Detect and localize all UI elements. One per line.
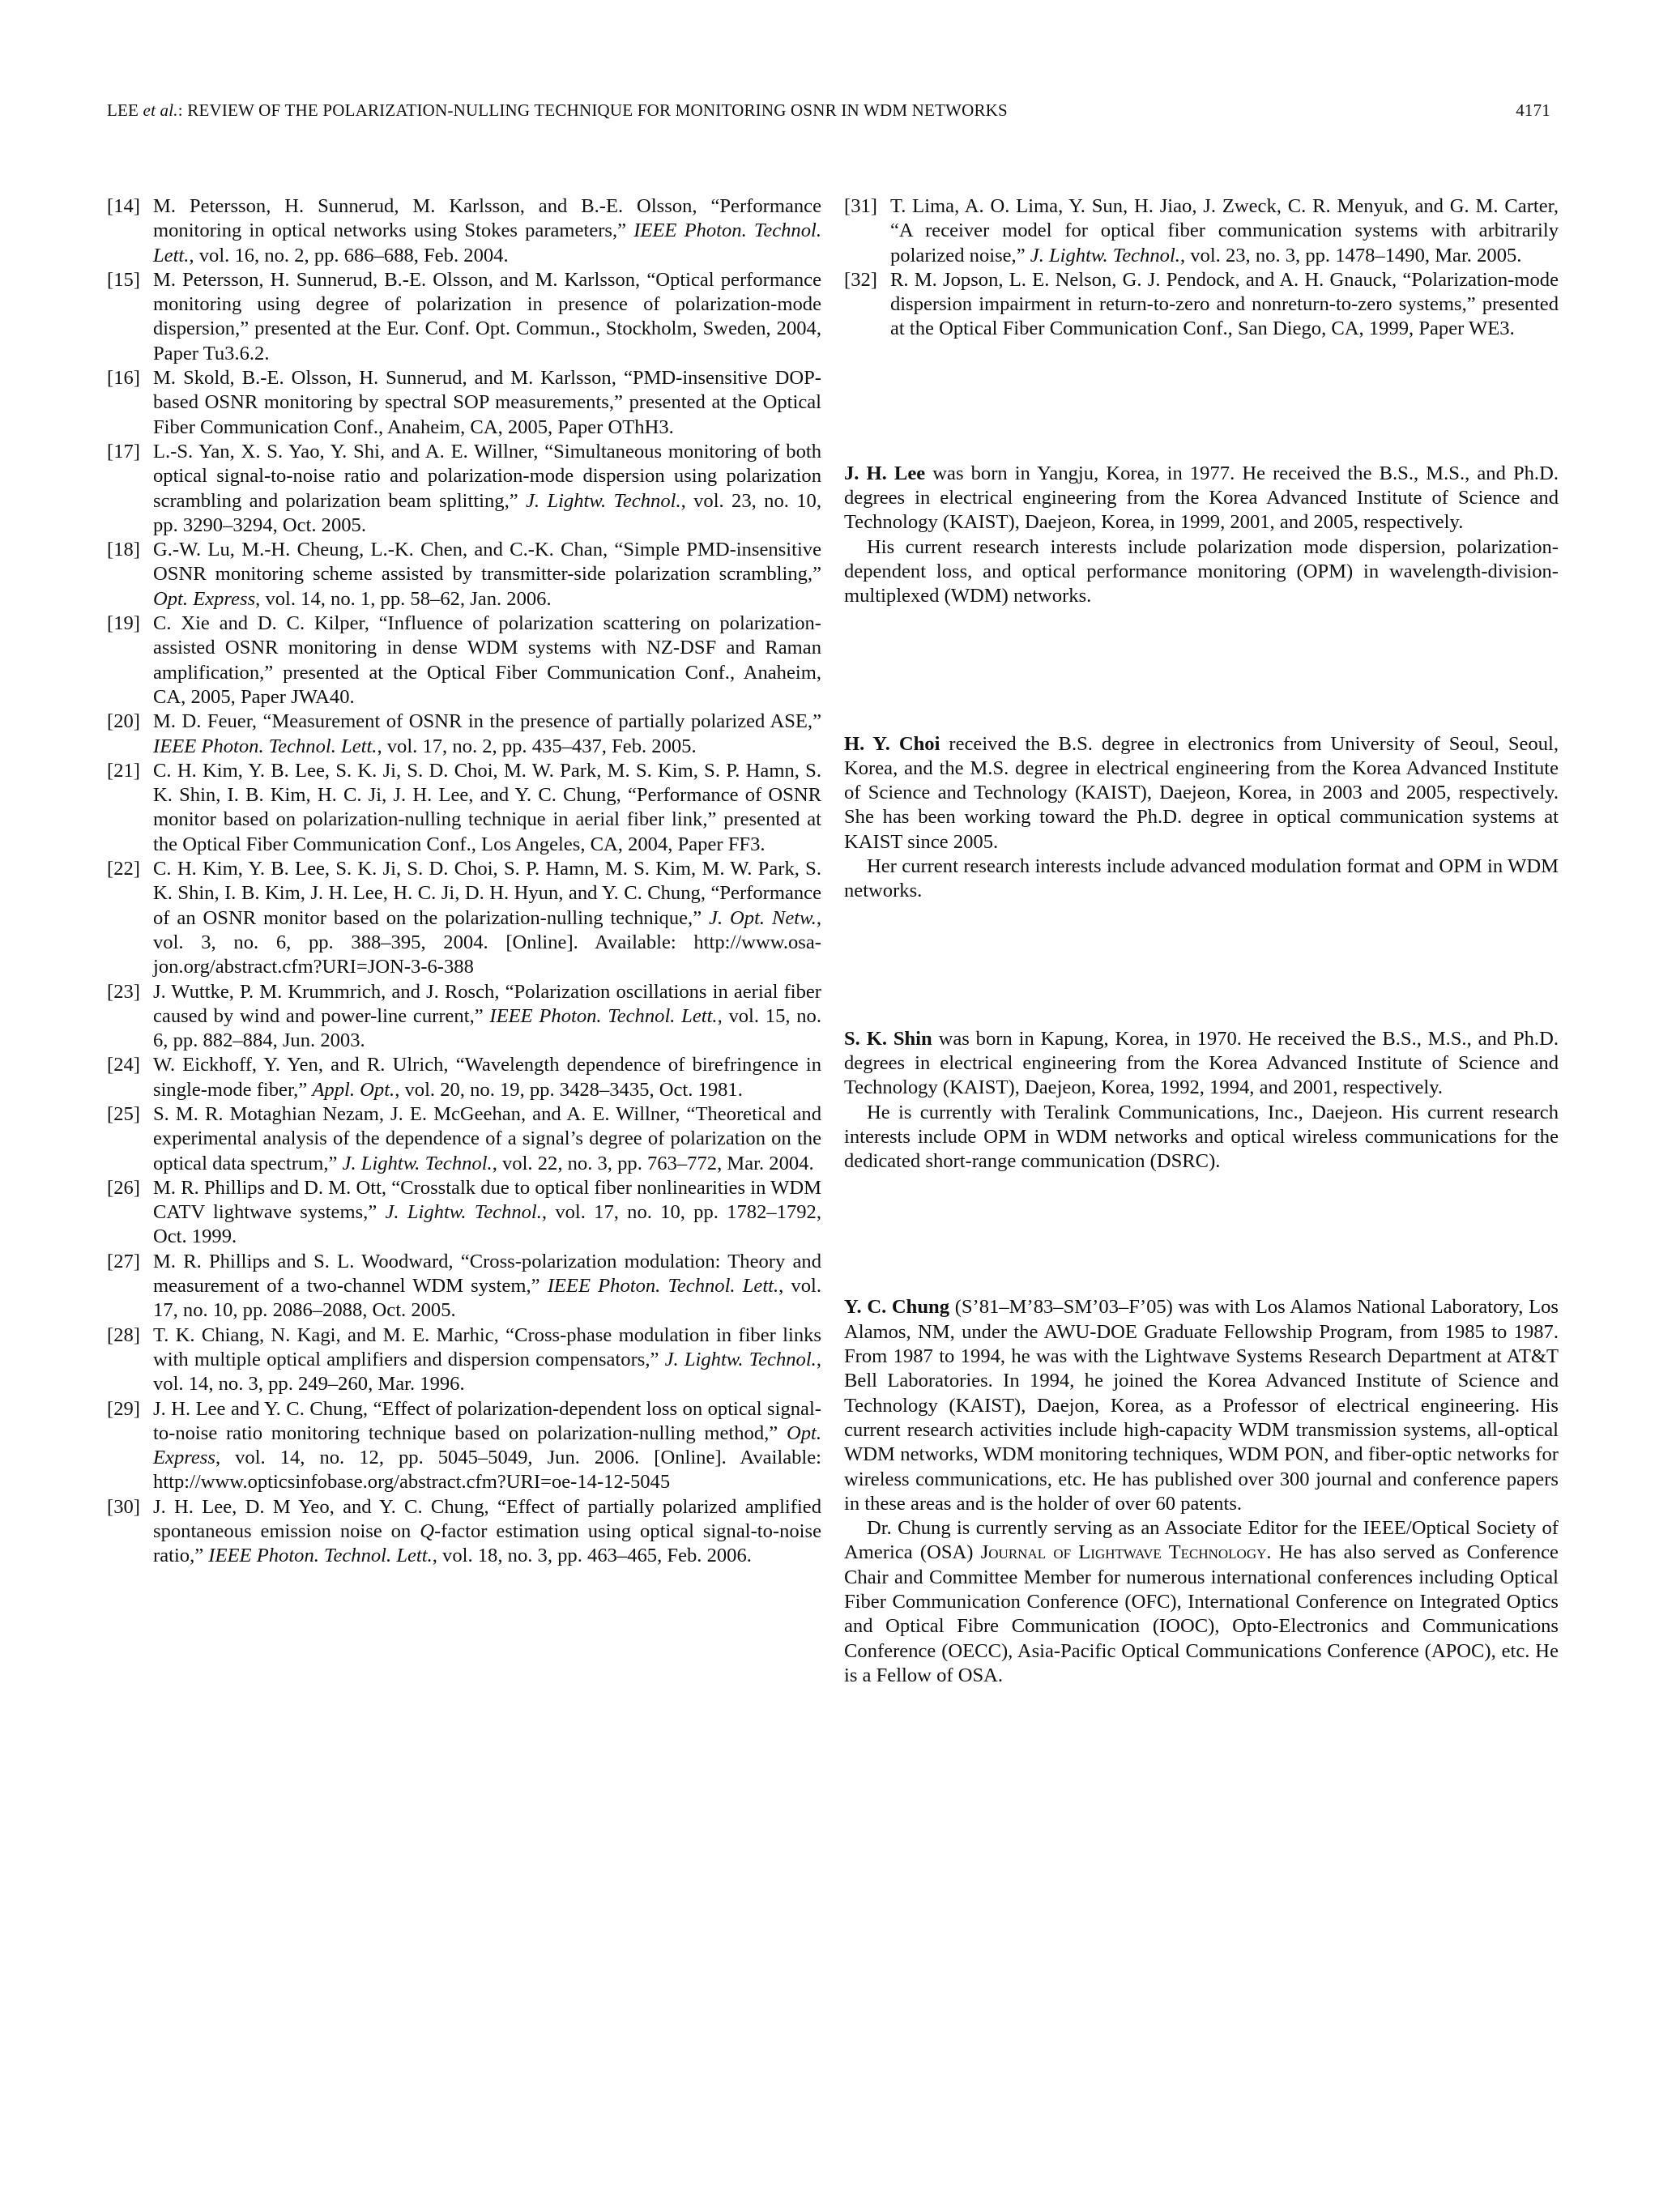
reference-details: , vol. 17, no. 10, pp. 2086–2088, Oct. 2005. xyxy=(153,1275,822,1322)
reference-entry xyxy=(107,1053,821,1102)
reference-number: [32] xyxy=(844,268,877,291)
author-bio-shin: S. K. Shin was born in Kapung, Korea, in 1970. He received the B.S., M.S., and Ph.D. degrees in electrical engineering from the Korea Advanced Institute of Science and Technology (KAIST), Daejeon, Korea, 1992, 1994, and 2001, respectively. He is currently with Teralink Communications, Inc., Daejeon. His current research interests include OPM in WDM networks and optical wireless communications for the dedicated short-range communication (DSRC). xyxy=(844,1027,1559,1173)
reference-text: R. M. Jopson, L. E. Nelson, G. J. Pendock, and A. H. Gnauck, “Polarization-mode dispersion impairment in return-to-zero and nonreturn-to-zero systems,” presented at the Optical Fiber Communication Conf., San Diego, CA, 1999, Paper WE3. xyxy=(890,268,1559,340)
reference-number: [30] xyxy=(107,1495,140,1518)
author-name: H. Y. Choi xyxy=(844,732,940,755)
reference-text: J. H. Lee, D. M Yeo, and Y. C. Chung, “Effect of partially polarized amplified spontaneous emission noise on Q-factor estimation using optical signal-to-noise ratio,” xyxy=(153,1495,821,1567)
reference-venue: Opt. Express xyxy=(153,1421,821,1469)
running-title: LEE et al.: REVIEW OF THE POLARIZATION-NULLING TECHNIQUE FOR MONITORING OSNR IN WDM NETWORKS xyxy=(107,100,1008,120)
reference-venue: IEEE Photon. Technol. Lett. xyxy=(153,735,377,757)
reference-number: [22] xyxy=(107,858,140,880)
reference-entry xyxy=(107,857,821,979)
reference-details: , vol. 18, no. 3, pp. 463–465, Feb. 2006. xyxy=(432,1545,752,1567)
reference-venue: J. Lightw. Technol. xyxy=(385,1201,542,1224)
author-name: S. K. Shin xyxy=(844,1027,932,1050)
reference-venue: IEEE Photon. Technol. Lett. xyxy=(547,1275,779,1298)
reference-number: [28] xyxy=(107,1323,140,1346)
reference-text: J. H. Lee and Y. C. Chung, “Effect of polarization-dependent loss on optical signal-to-noise ratio monitoring technique based on polarization-nulling method,” xyxy=(153,1397,821,1444)
reference-text: C. Xie and D. C. Kilper, “Influence of polarization scattering on polarization-assisted OSNR monitoring in dense WDM systems with NZ-DSF and Raman amplification,” presented at the Optical Fiber Communication Conf., Anaheim, CA, 2005, Paper JWA40. xyxy=(153,612,821,708)
reference-number: [16] xyxy=(107,367,140,390)
reference-venue: IEEE Photon. Technol. Lett. xyxy=(208,1545,433,1567)
reference-entry xyxy=(107,1323,821,1397)
author-bio-lee: J. H. Lee was born in Yangju, Korea, in 1977. He received the B.S., M.S., and Ph.D. degrees in electrical engineering from the Korea Advanced Institute of Science and Technology (KAIST), Daejeon, Korea, in 1999, 2001, and 2005, respectively. His current research interests include polarization mode dispersion, polarization-dependent loss, and optical performance monitoring (OPM) in wavelength-division-multiplexed (WDM) networks. xyxy=(844,462,1559,607)
reference-entry xyxy=(107,710,821,759)
reference-venue: J. Lightw. Technol. xyxy=(526,489,681,512)
reference-number: [20] xyxy=(107,710,140,733)
reference-text: W. Eickhoff, Y. Yen, and R. Ulrich, “Wavelength dependence of birefringence in single-mode fiber,” xyxy=(153,1054,821,1101)
reference-details: , vol. 15, no. 6, pp. 882–884, Jun. 2003. xyxy=(153,1004,821,1052)
reference-entry xyxy=(107,268,821,366)
reference-entry xyxy=(107,1250,821,1323)
reference-number: [18] xyxy=(107,539,140,561)
reference-number: [21] xyxy=(107,759,140,782)
right-column xyxy=(844,194,1559,1688)
reference-entry xyxy=(107,538,821,612)
reference-entry xyxy=(107,1176,821,1250)
reference-text: J. Wuttke, P. M. Krummrich, and J. Rosch, “Polarization oscillations in aerial fiber caused by wind and power-line current,” xyxy=(153,980,821,1027)
reference-number: [31] xyxy=(844,195,877,217)
reference-text: M. Skold, B.-E. Olsson, H. Sunnerud, and M. Karlsson, “PMD-insensitive DOP-based OSNR monitoring by spectral SOP measurements,” presented at the Optical Fiber Communication Conf., Anaheim, CA, 2005, Paper OThH3. xyxy=(153,367,821,438)
reference-number: [26] xyxy=(107,1176,140,1199)
reference-details: , vol. 22, no. 3, pp. 763–772, Mar. 2004. xyxy=(492,1152,814,1174)
reference-entry xyxy=(107,1102,821,1176)
journal-name: Journal of Lightwave Technology xyxy=(980,1541,1267,1564)
reference-entry xyxy=(107,440,821,538)
author-bio-choi: H. Y. Choi received the B.S. degree in electronics from University of Seoul, Seoul, Korea, and the M.S. degree in electrical engineering from the Korea Advanced Institute of Science and Technology (KAIST), Daejeon, Korea, in 2003 and 2005, respectively. She has been working toward the Ph.D. degree in optical communication systems at KAIST since 2005. Her current research interests include advanced modulation format and OPM in WDM networks. xyxy=(844,732,1559,902)
reference-number: [17] xyxy=(107,440,140,462)
reference-entry xyxy=(107,759,821,857)
reference-text: L.-S. Yan, X. S. Yao, Y. Shi, and A. E. Willner, “Simultaneous monitoring of both optical signal-to-noise ratio and polarization-mode dispersion using polarization scrambling and polarization beam splitting,” xyxy=(153,440,821,512)
reference-number: [15] xyxy=(107,268,140,291)
reference-venue: J. Opt. Netw. xyxy=(709,906,817,929)
reference-venue: J. Lightw. Technol. xyxy=(1030,244,1180,266)
author-bio-chung: Y. C. Chung (S’81–M’83–SM’03–F’05) was with Los Alamos National Laboratory, Los Alamos, NM, under the AWU-DOE Graduate Fellowship Program, from 1985 to 1987. From 1987 to 1994, he was with the Lightwave Systems Research Department at AT&T Bell Laboratories. In 1994, he joined the Korea Advanced Institute of Science and Technology (KAIST), Daejon, Korea, as a Professor of electrical engineering. His current research activities include high-capacity WDM transmission systems, all-optical WDM networks, WDM monitoring techniques, WDM PON, and fiber-optic networks for wireless communications, etc. He has published over 300 journal and conference papers in these areas and is the holder of over 60 patents. Dr. Chung is currently serving as an Associate Editor for the IEEE/Optical Society of America (OSA) Journal of Lightwave Technology. He has also served as Conference Chair and Committee Member for numerous international conferences including Optical Fiber Communication Conference (OFC), International Conference on Integrated Optics and Optical Fibre Communication (IOOC), Opto-Electronics and Communications Conference (OECC), Asia-Pacific Optical Communications Conference (APOC), etc. He is a Fellow of OSA. xyxy=(844,1296,1559,1686)
author-name: J. H. Lee xyxy=(844,462,926,484)
reference-number: [29] xyxy=(107,1397,140,1420)
reference-entry xyxy=(107,366,821,440)
reference-details: , vol. 16, no. 2, pp. 686–688, Feb. 2004. xyxy=(189,244,509,266)
reference-number: [23] xyxy=(107,980,140,1003)
reference-text: S. M. R. Motaghian Nezam, J. E. McGeehan, and A. E. Willner, “Theoretical and experimental analysis of the dependence of a signal’s degree of polarization on the optical data spectrum,” xyxy=(153,1102,821,1174)
reference-list xyxy=(107,194,821,1569)
reference-text: C. H. Kim, Y. B. Lee, S. K. Ji, S. D. Choi, M. W. Park, M. S. Kim, S. P. Hamn, S. K. Shin, I. B. Kim, H. C. Ji, J. H. Lee, and Y. C. Chung, “Performance of OSNR monitor based on polarization-nulling technique in aerial fiber link,” presented at the Optical Fiber Communication Conf., Los Angeles, CA, 2004, Paper FF3. xyxy=(153,759,821,855)
reference-venue: IEEE Photon. Technol. Lett. xyxy=(489,1004,718,1027)
reference-number: [25] xyxy=(107,1102,140,1125)
reference-entry xyxy=(107,980,821,1054)
reference-venue: Appl. Opt. xyxy=(312,1078,395,1101)
reference-text: M. Petersson, H. Sunnerud, B.-E. Olsson, and M. Karlsson, “Optical performance monitoring using degree of polarization in presence of polarization-mode dispersion,” presented at the Eur. Conf. Opt. Commun., Stockholm, Sweden, 2004, Paper Tu3.6.2. xyxy=(153,268,821,364)
reference-text: M. R. Phillips and S. L. Woodward, “Cross-polarization modulation: Theory and measurement of a two-channel WDM system,” xyxy=(153,1250,821,1298)
reference-entry xyxy=(107,612,821,710)
reference-text: T. Lima, A. O. Lima, Y. Sun, H. Jiao, J. Zweck, C. R. Menyuk, and G. M. Carter, “A receiver model for optical fiber communication systems with arbitrarily polarized noise,” xyxy=(890,195,1559,266)
reference-details: , vol. 17, no. 10, pp. 1782–1792, Oct. 1999. xyxy=(153,1201,821,1248)
reference-text: M. R. Phillips and D. M. Ott, “Crosstalk due to optical fiber nonlinearities in WDM CATV lightwave systems,” xyxy=(153,1176,821,1224)
left-column xyxy=(107,194,821,1569)
reference-entry xyxy=(107,1495,821,1569)
reference-list-continued xyxy=(844,194,1559,342)
reference-details: , vol. 23, no. 10, pp. 3290–3294, Oct. 2005. xyxy=(153,489,821,536)
reference-details: , vol. 14, no. 3, pp. 249–260, Mar. 1996. xyxy=(153,1348,821,1396)
reference-details: , vol. 14, no. 12, pp. 5045–5049, Jun. 2006. [Online]. Available: http://www.opticsinfobase.org/abstract.cfm?URI=oe-14-12-5045 xyxy=(153,1447,821,1494)
reference-details: , vol. 20, no. 19, pp. 3428–3435, Oct. 1981. xyxy=(394,1078,743,1101)
author-name: Y. C. Chung xyxy=(844,1296,950,1319)
reference-venue: J. Lightw. Technol. xyxy=(664,1348,817,1370)
reference-details: , vol. 23, no. 3, pp. 1478–1490, Mar. 2005. xyxy=(1179,244,1522,266)
reference-venue: Opt. Express xyxy=(153,587,256,610)
reference-text: M. D. Feuer, “Measurement of OSNR in the presence of partially polarized ASE,” xyxy=(153,710,821,733)
reference-details: , vol. 14, no. 1, pp. 58–62, Jan. 2006. xyxy=(255,587,552,610)
reference-venue: IEEE Photon. Technol. Lett. xyxy=(153,219,821,266)
reference-text: C. H. Kim, Y. B. Lee, S. K. Ji, S. D. Choi, S. P. Hamn, M. S. Kim, M. W. Park, S. K. Shin, I. B. Kim, J. H. Lee, H. C. Ji, D. H. Hyun, and Y. C. Chung, “Performance of an OSNR monitor based on the polarization-nulling technique,” xyxy=(153,858,821,929)
page-number: 4171 xyxy=(1516,100,1550,120)
reference-number: [14] xyxy=(107,195,140,217)
reference-entry xyxy=(844,268,1559,342)
reference-text: M. Petersson, H. Sunnerud, M. Karlsson, and B.-E. Olsson, “Performance monitoring in optical networks using Stokes parameters,” xyxy=(153,195,821,242)
reference-details: , vol. 3, no. 6, pp. 388–395, 2004. [Online]. Available: http://www.osa-jon.org/abstract.cfm?URI=JON-3-6-388 xyxy=(153,906,821,978)
reference-number: [27] xyxy=(107,1250,140,1272)
reference-number: [24] xyxy=(107,1054,140,1076)
reference-entry xyxy=(107,1397,821,1495)
reference-entry xyxy=(844,194,1559,268)
reference-details: , vol. 17, no. 2, pp. 435–437, Feb. 2005. xyxy=(377,735,697,757)
reference-entry xyxy=(107,194,821,268)
reference-venue: J. Lightw. Technol. xyxy=(342,1152,493,1174)
reference-number: [19] xyxy=(107,612,140,635)
reference-text: T. K. Chiang, N. Kagi, and M. E. Marhic, “Cross-phase modulation in fiber links with multiple optical amplifiers and dispersion compensators,” xyxy=(153,1323,821,1370)
reference-text: G.-W. Lu, M.-H. Cheung, L.-K. Chen, and C.-K. Chan, “Simple PMD-insensitive OSNR monitoring scheme assisted by transmitter-side polarization scrambling,” xyxy=(153,539,821,586)
